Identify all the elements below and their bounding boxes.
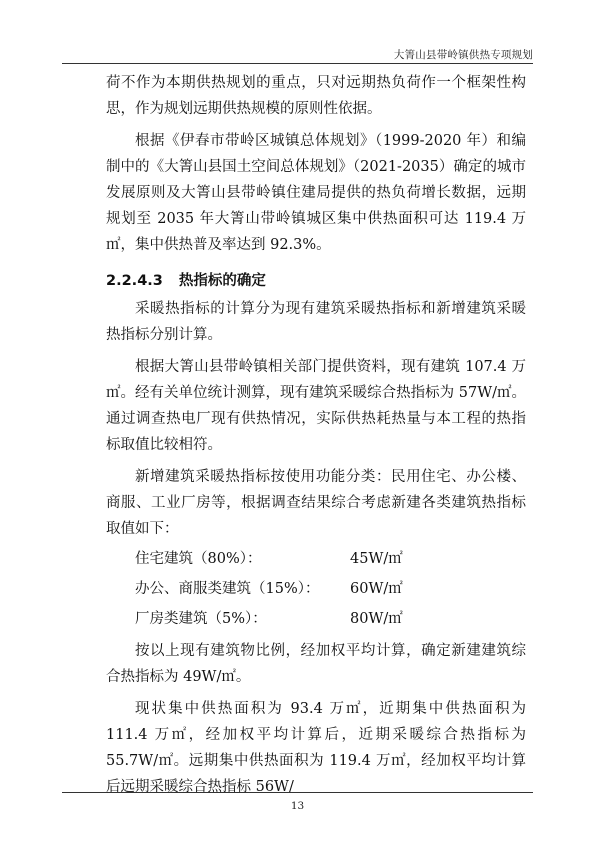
- paragraph-weighted-overall: 现状集中供热面积为 93.4 万㎡，近期集中供热面积为 111.4 万㎡，经加权平均计算后，近期采暖综合热指标为 55.7W/㎡。远期集中供热面积为 119.4 万㎡，经加权平均计算后远期采暖综合热指标 56W/: [106, 701, 526, 795]
- paragraph-planning-basis: 根据《伊春市带岭区城镇总体规划》（1999-2020 年）和编制中的《大箐山县国土空间总体规划》（2021-2035）确定的城市发展原则及大箐山县带岭镇住建局提供的热负荷增长数据，远期规划至 2035 年大箐山带岭镇城区集中供热面积可达 119.4 万㎡，集中供热普及率达到 92.3%。: [106, 133, 526, 253]
- paragraph-weighted-new: 按以上现有建筑物比例，经加权平均计算，确定新建建筑综合热指标为 49W/㎡。: [106, 643, 526, 685]
- section-title: 热指标的确定: [178, 273, 266, 289]
- header-divider: [62, 63, 533, 64]
- paragraph-existing-buildings: 根据大箐山县带岭镇相关部门提供资料，现有建筑 107.4 万㎡。经有关单位统计测算，现有建筑采暖综合热指标为 57W/㎡。通过调查热电厂现有供热情况，实际供热耗热量与本工程的热指标取值比较相符。: [106, 359, 526, 453]
- section-number: 2.2.4.3: [106, 273, 163, 289]
- indicator-value: 80W/㎡: [350, 611, 403, 627]
- running-header: 大箐山县带岭镇供热专项规划: [393, 49, 533, 61]
- indicator-row-office-commercial: [106, 576, 526, 602]
- indicator-row-residential: [106, 546, 526, 572]
- paragraph-continuation: 荷不作为本期供热规划的重点，只对远期热负荷作一个框架性构思，作为规划远期供热规模的原则性依据。: [106, 75, 526, 117]
- indicator-value: 45W/㎡: [350, 551, 403, 567]
- indicator-label: 住宅建筑（80%）：: [135, 551, 262, 567]
- footer-divider: [62, 792, 533, 793]
- indicator-label: 厂房类建筑（5%）：: [135, 611, 267, 627]
- section-heading: [106, 268, 526, 294]
- page-number: 13: [290, 800, 305, 812]
- indicator-row-factory: [106, 606, 526, 632]
- page-body: [106, 70, 526, 800]
- indicator-value: 60W/㎡: [350, 581, 403, 597]
- paragraph-indicator-method: 采暖热指标的计算分为现有建筑采暖热指标和新增建筑采暖热指标分别计算。: [106, 301, 526, 343]
- paragraph-new-buildings: 新增建筑采暖热指标按使用功能分类：民用住宅、办公楼、商服、工业厂房等，根据调查结果综合考虑新建各类建筑热指标取值如下：: [106, 469, 526, 537]
- indicator-label: 办公、商服类建筑（15%）：: [135, 581, 320, 597]
